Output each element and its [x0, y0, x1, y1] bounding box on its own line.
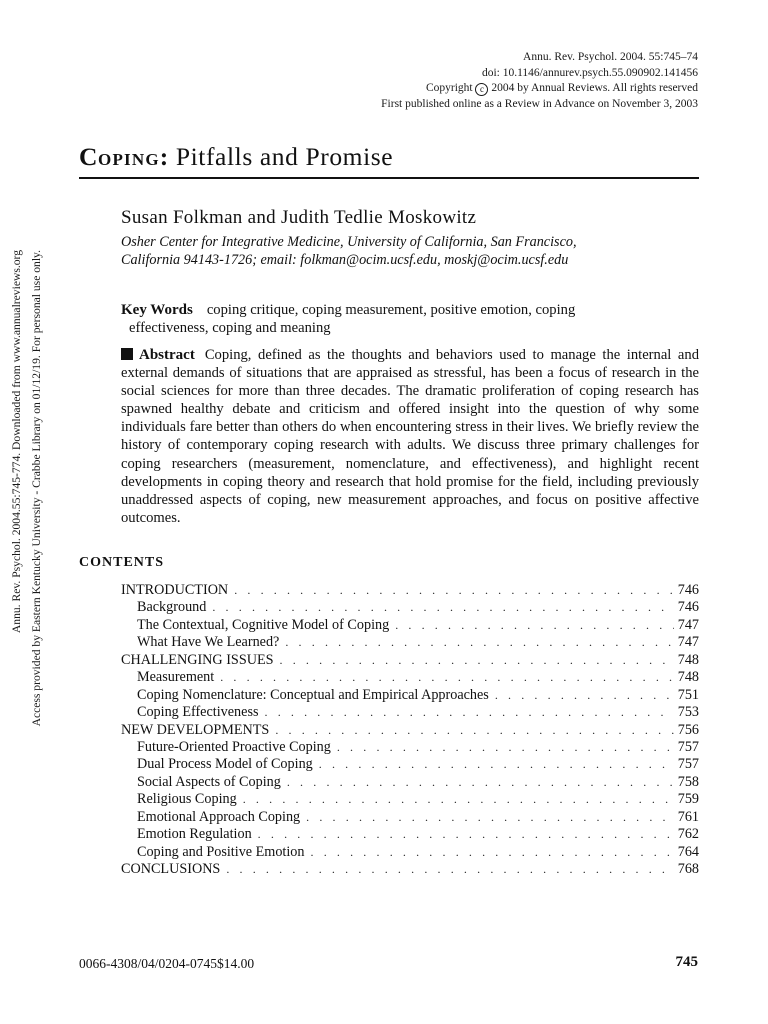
price-code: 0066-4308/04/0204-0745$14.00	[79, 956, 255, 971]
toc-title: CHALLENGING ISSUES	[121, 651, 274, 668]
abstract-square-icon	[121, 348, 133, 360]
toc-leader	[275, 722, 673, 739]
title-lead-letter: C	[79, 142, 99, 171]
toc-title: Coping and Positive Emotion	[137, 843, 305, 860]
key-words-line	[121, 301, 699, 319]
toc-title: Dual Process Model of Coping	[137, 756, 313, 773]
toc-leader	[243, 791, 674, 808]
toc-title: Future-Oriented Proactive Coping	[137, 738, 331, 755]
affiliation-contact-line: California 94143-1726; email: folkman@ocim.ucsf.edu, moskj@ocim.ucsf.edu	[121, 252, 569, 268]
title-lead-smallcaps: OPING	[98, 150, 160, 169]
toc-leader	[265, 704, 674, 721]
toc-title: Emotional Approach Coping	[137, 808, 301, 825]
toc-entry[interactable]	[121, 739, 699, 756]
contents-heading: CONTENTS	[79, 555, 165, 570]
toc-leader	[234, 582, 674, 599]
toc-entry[interactable]	[121, 617, 699, 634]
toc-entry[interactable]	[121, 722, 699, 739]
toc-page: 758	[677, 773, 699, 790]
publication-note: First published online as a Review in Advance on November 3, 2003	[381, 97, 698, 110]
abstract-text: Coping, defined as the thoughts and behaviors used to manage the internal and external demands of situations that are appraised as stressful, has been a focus of research in the social sciences for more than three decades. The dramatic proliferation of coping research has spawned healthy debate and criticism and offered insight into the question of why some individuals fare better than others do when encountering stress in their lives. We briefly review the history of contemporary coping research with adults. We discuss three primary challenges for coping researchers (measurement, nomenclature, and effectiveness), and highlight recent developments in coping theory and research that hold promise for the field, including previously unaddressed aspects of coping, new measurement approaches, and focus on positive affective outcomes.	[121, 347, 699, 526]
toc-entry[interactable]	[121, 774, 699, 791]
toc-page: 756	[677, 721, 699, 738]
toc-title: The Contextual, Cognitive Model of Coping	[137, 616, 390, 633]
toc-page: 757	[677, 756, 699, 773]
toc-page: 747	[677, 616, 699, 633]
toc-title: Social Aspects of Coping	[137, 773, 281, 790]
copyright-text: 2004 by Annual Reviews. All rights reserved	[491, 82, 698, 94]
abstract	[121, 346, 699, 527]
toc-leader	[285, 634, 673, 651]
toc-title: What Have We Learned?	[137, 634, 280, 651]
abstract-label: Abstract	[139, 347, 195, 363]
toc-leader	[220, 669, 674, 686]
toc-leader	[337, 739, 674, 756]
toc-entry[interactable]	[121, 687, 699, 704]
title-subtitle: Pitfalls and Promise	[168, 142, 394, 171]
toc-leader	[319, 756, 674, 773]
toc-page: 762	[677, 826, 699, 843]
copyright-icon: c	[475, 83, 488, 96]
toc-page: 768	[677, 861, 699, 877]
toc-entry[interactable]	[121, 826, 699, 843]
toc-entry[interactable]	[121, 844, 699, 861]
toc-page: 759	[677, 791, 699, 808]
toc-page: 751	[677, 686, 699, 703]
toc-entry[interactable]	[121, 669, 699, 686]
copyright-line	[381, 81, 698, 97]
toc-entry[interactable]	[121, 582, 699, 599]
page-number: 745	[675, 954, 698, 970]
toc-leader	[311, 844, 674, 861]
download-notice	[3, 250, 51, 780]
toc-entry[interactable]	[121, 861, 699, 878]
doi: doi: 10.1146/annurev.psych.55.090902.141456	[481, 66, 698, 79]
toc-entry[interactable]	[121, 634, 699, 651]
toc-leader	[395, 617, 674, 634]
toc-title: Coping Effectiveness	[137, 704, 259, 721]
toc-leader	[495, 687, 674, 704]
toc-title: INTRODUCTION	[121, 582, 229, 598]
title-colon: :	[159, 142, 169, 171]
toc-title: Religious Coping	[137, 791, 237, 808]
toc-leader	[258, 826, 674, 843]
toc-title: CONCLUSIONS	[121, 861, 221, 877]
toc-leader	[226, 861, 673, 878]
toc-page: 761	[677, 808, 699, 825]
key-words-text: coping critique, coping measurement, positive emotion, coping	[206, 302, 576, 318]
toc-page: 747	[677, 634, 699, 651]
toc-entry[interactable]	[121, 809, 699, 826]
toc-title: Background	[137, 599, 207, 616]
toc-leader	[287, 774, 674, 791]
key-words-continuation: effectiveness, coping and meaning	[129, 320, 331, 336]
table-of-contents	[121, 582, 699, 878]
toc-page: 748	[677, 669, 699, 686]
toc-title: Emotion Regulation	[137, 826, 252, 843]
toc-title: Measurement	[137, 669, 215, 686]
download-notice-line: Annu. Rev. Psychol. 2004.55:745-774. Downloaded from www.annualreviews.org	[10, 250, 23, 634]
key-words	[121, 301, 699, 337]
toc-page: 753	[677, 704, 699, 721]
toc-page: 746	[677, 582, 699, 598]
toc-title: Coping Nomenclature: Conceptual and Empirical Approaches	[137, 686, 489, 703]
article-title	[79, 142, 699, 179]
author-names: Susan Folkman and Judith Tedlie Moskowitz	[121, 207, 477, 228]
toc-title: NEW DEVELOPMENTS	[121, 721, 270, 738]
toc-leader	[306, 809, 674, 826]
toc-entry[interactable]	[121, 756, 699, 773]
affiliation-line: Osher Center for Integrative Medicine, University of California, San Francisco,	[121, 234, 577, 250]
toc-entry[interactable]	[121, 599, 699, 616]
toc-entry[interactable]	[121, 652, 699, 669]
toc-page: 764	[677, 843, 699, 860]
key-words-label: Key Words	[121, 302, 193, 318]
toc-page: 748	[677, 651, 699, 668]
author-affiliation	[121, 233, 681, 269]
toc-page: 757	[677, 738, 699, 755]
journal-citation: Annu. Rev. Psychol. 2004. 55:745–74	[523, 51, 698, 63]
toc-leader	[280, 652, 674, 669]
toc-page: 746	[677, 599, 699, 616]
citation-header	[381, 50, 698, 112]
copyright-prefix: Copyright	[425, 82, 473, 94]
toc-leader	[212, 599, 673, 616]
access-notice-line: Access provided by Eastern Kentucky University - Crabbe Library on 01/12/19. For personal use only.	[30, 250, 43, 727]
toc-entry[interactable]	[121, 791, 699, 808]
toc-entry[interactable]	[121, 704, 699, 721]
